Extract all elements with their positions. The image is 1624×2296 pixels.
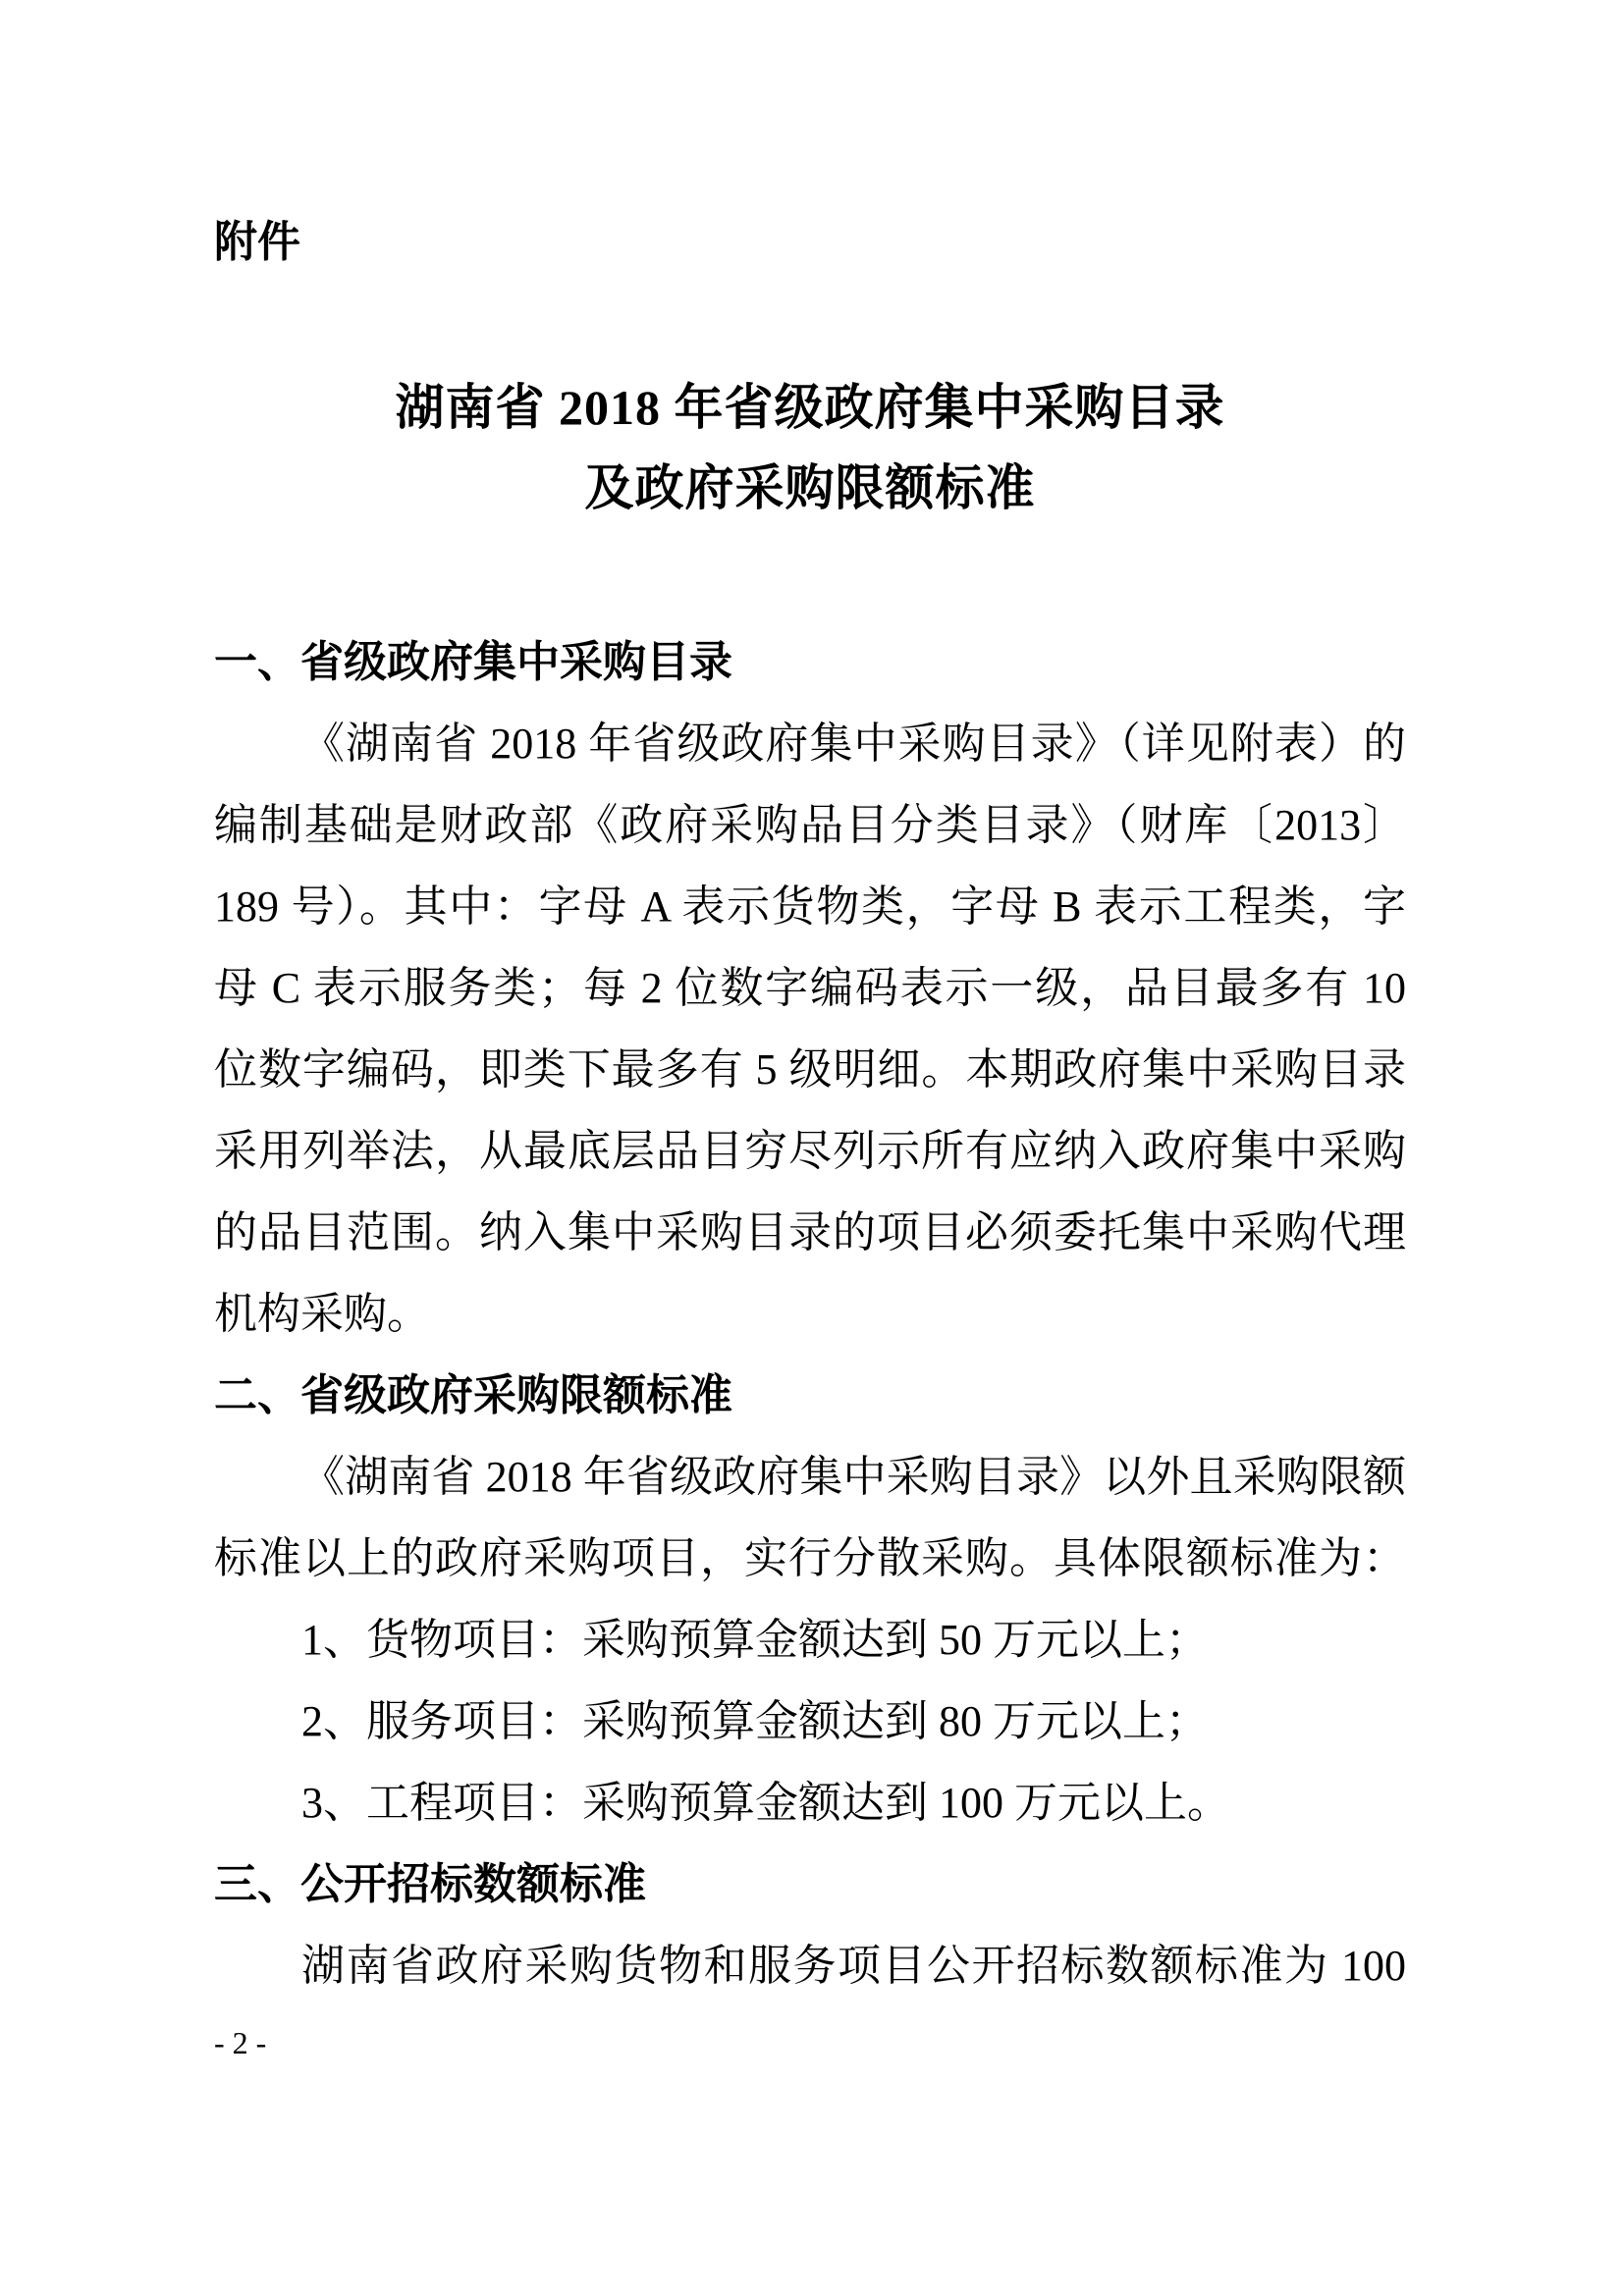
document-title-line2: 及政府采购限额标准 — [584, 460, 1036, 515]
body-text-line: 机构采购。 — [214, 1290, 430, 1338]
body-text-line: 编制基础是财政部《政府采购品目分类目录》（财库〔2013〕 — [214, 801, 1406, 849]
document-body — [214, 621, 1406, 2006]
body-text-line: 1、货物项目：采购预算金额达到 50 万元以上； — [301, 1616, 1209, 1664]
body-text-line: 位数字编码，即类下最多有 5 级明细。本期政府集中采购目录 — [214, 1045, 1406, 1094]
body-text-line: 《湖南省 2018 年省级政府集中采购目录》（详见附表）的 — [301, 720, 1406, 768]
body-text-line: 采用列举法，从最底层品目穷尽列示所有应纳入政府集中采购 — [214, 1127, 1406, 1175]
document-title — [214, 367, 1406, 528]
section-heading: 二、省级政府采购限额标准 — [214, 1371, 732, 1419]
document-title-line1: 湖南省 2018 年省级政府集中采购目录 — [395, 380, 1225, 435]
attachment-label: 附件 — [214, 218, 300, 266]
body-text-line: 母 C 表示服务类；每 2 位数字编码表示一级，品目最多有 10 — [214, 964, 1406, 1012]
body-text-line: 《湖南省 2018 年省级政府集中采购目录》以外且采购限额 — [301, 1453, 1406, 1501]
page-number: - 2 - — [214, 2025, 267, 2060]
section-heading: 三、公开招标数额标准 — [214, 1860, 646, 1908]
body-text-line: 189 号）。其中：字母 A 表示货物类，字母 B 表示工程类，字 — [214, 882, 1406, 931]
body-text-line: 标准以上的政府采购项目，实行分散采购。具体限额标准为： — [214, 1534, 1406, 1582]
body-text-line: 的品目范围。纳入集中采购目录的项目必须委托集中采购代理 — [214, 1208, 1406, 1256]
body-text-line: 2、服务项目：采购预算金额达到 80 万元以上； — [301, 1697, 1209, 1745]
body-text-line: 3、工程项目：采购预算金额达到 100 万元以上。 — [301, 1779, 1230, 1827]
section-heading: 一、省级政府集中采购目录 — [214, 638, 732, 686]
body-text-line: 湖南省政府采购货物和服务项目公开招标数额标准为 100 — [301, 1942, 1406, 1990]
